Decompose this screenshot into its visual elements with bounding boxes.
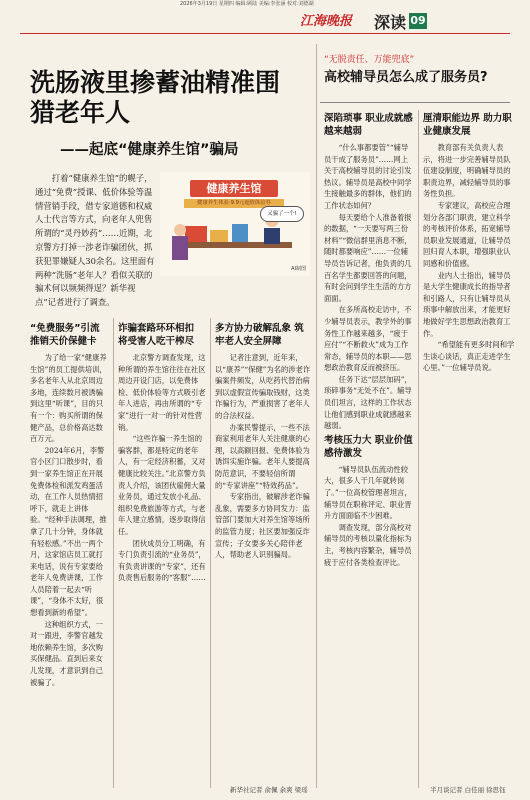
section-title: 深读 <box>374 13 407 32</box>
column-heading: 考核压力大 职业价值感待激发 <box>324 434 413 459</box>
newspaper-logo: 江海晚报 <box>300 14 353 29</box>
top-bar <box>0 0 530 8</box>
right-kicker: “无脱责任、万能兜底” <box>324 55 415 65</box>
paragraph: 办案民警提示，一些不法商家利用老年人关注健康的心理，以高额回报、免费体验为诱饵实施诈骗。老年人要提高防范意识，不要轻信所谓的“专家讲座”“特效药品”。 <box>215 422 310 490</box>
paragraph: 专家指出，破解涉老诈骗乱象，需要多方协同发力：监管部门要加大对养生馆等场所的监管力度；社区要加强反诈宣传；子女要多关心陪伴老人，帮助老人识别骗局。 <box>215 492 310 560</box>
illustration-credit: AI制图 <box>291 266 306 272</box>
left-headline: 洗肠液里掺蓄油精准围猎老年人 <box>30 68 281 127</box>
paragraph: “希望能有更多时间和学生谈心谈话，真正走进学生心里。”一位辅导员说。 <box>423 340 515 373</box>
column-heading: 厘清职能边界 助力职业健康发展 <box>423 113 512 137</box>
paragraph: 团伙成员分工明确，有专门负责引流的“业务员”，有负责讲课的“专家”，还有负责售后服务的“客服”…… <box>118 538 206 583</box>
column-divider <box>210 318 211 788</box>
right-column-1 <box>324 110 414 780</box>
left-footer: 新华社记者 俞佩 余爽 梁瑶 <box>230 786 308 794</box>
paragraph: “什么事都要管”“辅导员干成了服务员”……网上关于高校辅导员的讨论引发热议。辅导员是高校中同学生接触最多的群体，他们的工作状态如何？ <box>324 143 412 210</box>
speech-bubble: 又骗了一个! <box>260 206 304 222</box>
left-column-3 <box>215 320 311 561</box>
column-heading: 诈骗套路环环相扣 将受害人吃干榨尽 <box>118 323 195 347</box>
left-column-2 <box>118 320 206 584</box>
story-divider <box>316 44 317 788</box>
paragraph: 教育部有关负责人表示，将进一步完善辅导员队伍建设制度，明确辅导员的职责边界，减轻辅导员的事务性负担。 <box>423 143 511 199</box>
left-subhead: ——起底“健康养生馆”骗局 <box>60 142 239 158</box>
paragraph: “辅导员队伍流动性较大，很多人干几年就转岗了。”一位高校管理者坦言，辅导员在职称评定、职业晋升方面面临不少困难。 <box>324 464 412 521</box>
paragraph: 在多所高校走访中，不少辅导员表示，教学外的事务性工作越来越多，“疲于应付”“不断救火”成为工作常态，辅导员的本职——思想政治教育反而被挤压。 <box>324 305 412 373</box>
illustration-banner: 健康养生馆 <box>190 180 278 197</box>
column-divider <box>418 110 419 788</box>
paragraph: 业内人士指出，辅导员是大学生健康成长的指导者和引路人，只有让辅导员从琐事中解放出来，才能更好地做好学生思想政治教育工作。 <box>423 270 511 338</box>
paragraph: 调查发现，部分高校对辅导员的考核以量化指标为主，考核内容繁杂，辅导员疲于应付各类检查评比。 <box>324 522 412 567</box>
paragraph: “这些诈骗一养生馆的骗客群，都是特定的老年人，有一定经济积蓄，又对健康比较关注。”北京警方负责人介绍，该团伙雇佣大量业务员，通过发放小礼品、组织免费旅游等方式，与老年人建立感情，逐步取得信任。 <box>118 434 206 536</box>
paragraph: 北京警方调查发现，这种所谓的养生馆往往在社区周边开设门店，以免费体检、低价体验等方式吸引老年人进店，再由所谓的“专家”进行一对一的针对性营销。 <box>118 353 206 432</box>
paragraph: 为了给一家“健康养生馆”的员工提供培训，多名老年人从北京周边多地，连续数月被诱骗到这里“听课”，目的只有一个：购买所谓的保健产品，总价格高达数百万元。 <box>30 353 107 444</box>
left-column-1 <box>30 320 110 688</box>
right-footer: 半月谈记者 白佳丽 徐思钰 <box>430 786 506 794</box>
right-column-2 <box>423 110 515 780</box>
header-rule <box>20 33 510 34</box>
paragraph: 任务下达“层层加码”，琐碎事务“无处不在”。辅导员们坦言，这样的工作状态让他们感到职业成就感越来越弱。 <box>324 374 412 431</box>
page-number: 09 <box>410 14 426 27</box>
paragraph: 记者注意到，近年来，以“康养”“保健”为名的涉老诈骗案件频发，从吃药代替治病到以虚假宣传骗取钱财，这类诈骗行为，严重损害了老年人的合法权益。 <box>215 353 311 420</box>
right-rule <box>320 102 510 103</box>
illustration-promo: 健康养生体验·9.9元超值体验券 <box>184 199 284 208</box>
paragraph: 2024年6月，李警官小区门口散步时，看到一家养生馆正在开展免费体检和派发鸡蛋活动，在工作人员热情招呼下，就走上讲体验。“经种手法调理，推拿了几十分钟，身体就有轻松感。”不出一两个月，这家馆店员工就打来电话，说有专家要给老年人免费讲课，工作人员陪着一起去“听课”，“身体不太好，很想看到新的希望”。 <box>30 445 107 618</box>
column-heading: 深陷琐事 职业成就感越来越弱 <box>324 113 413 137</box>
left-lead: 打着“健康养生馆”的幌子，通过“免费”授课、低价体验等温情营销手段，借专家道德和权威人士代言等方式，向老年人兜售所谓的“灵丹妙药”……近期，北京警方打掉一涉老诈骗团伙，抓获犯罪嫌疑人30余名。这里面有两种“洗肠”老年人？看似关联的骗术何以频频得逞？新华视点”记者进行了调查。 <box>35 173 155 308</box>
column-divider <box>113 318 114 788</box>
paragraph: 专家建议，高校应合理划分各部门职责，建立科学的考核评价体系，拓宽辅导员职业发展通道，让辅导员回归育人本职，增强职业认同感和价值感。 <box>423 200 511 268</box>
paragraph: 每天要给个人准备着报的数据，“一天要写两三份材料”“微信群里消息不断，随时都要响应”……一位辅导员告诉记者，他负责的几百名学生都要回答的问题，有时会问到学生生活的方方面面。 <box>324 212 412 303</box>
column-heading: “免费服务”引流 推销天价保健卡 <box>30 323 100 347</box>
illustration <box>160 172 310 276</box>
paragraph: 这种组织方式，一对一跟进，李警官越发地依赖养生馆，多次购买保健品。直到后来女儿发现，才意识到自己被骗了。 <box>30 619 103 687</box>
date-line: 2026年3月19日 星期四 编辑:顾陆 美编:李张涵 校对:刘德湖 <box>180 1 314 7</box>
right-headline: 高校辅导员怎么成了服务员? <box>324 70 488 85</box>
masthead <box>300 8 530 34</box>
column-heading: 多方协力破解乱象 筑牢老人安全屏障 <box>215 323 304 347</box>
